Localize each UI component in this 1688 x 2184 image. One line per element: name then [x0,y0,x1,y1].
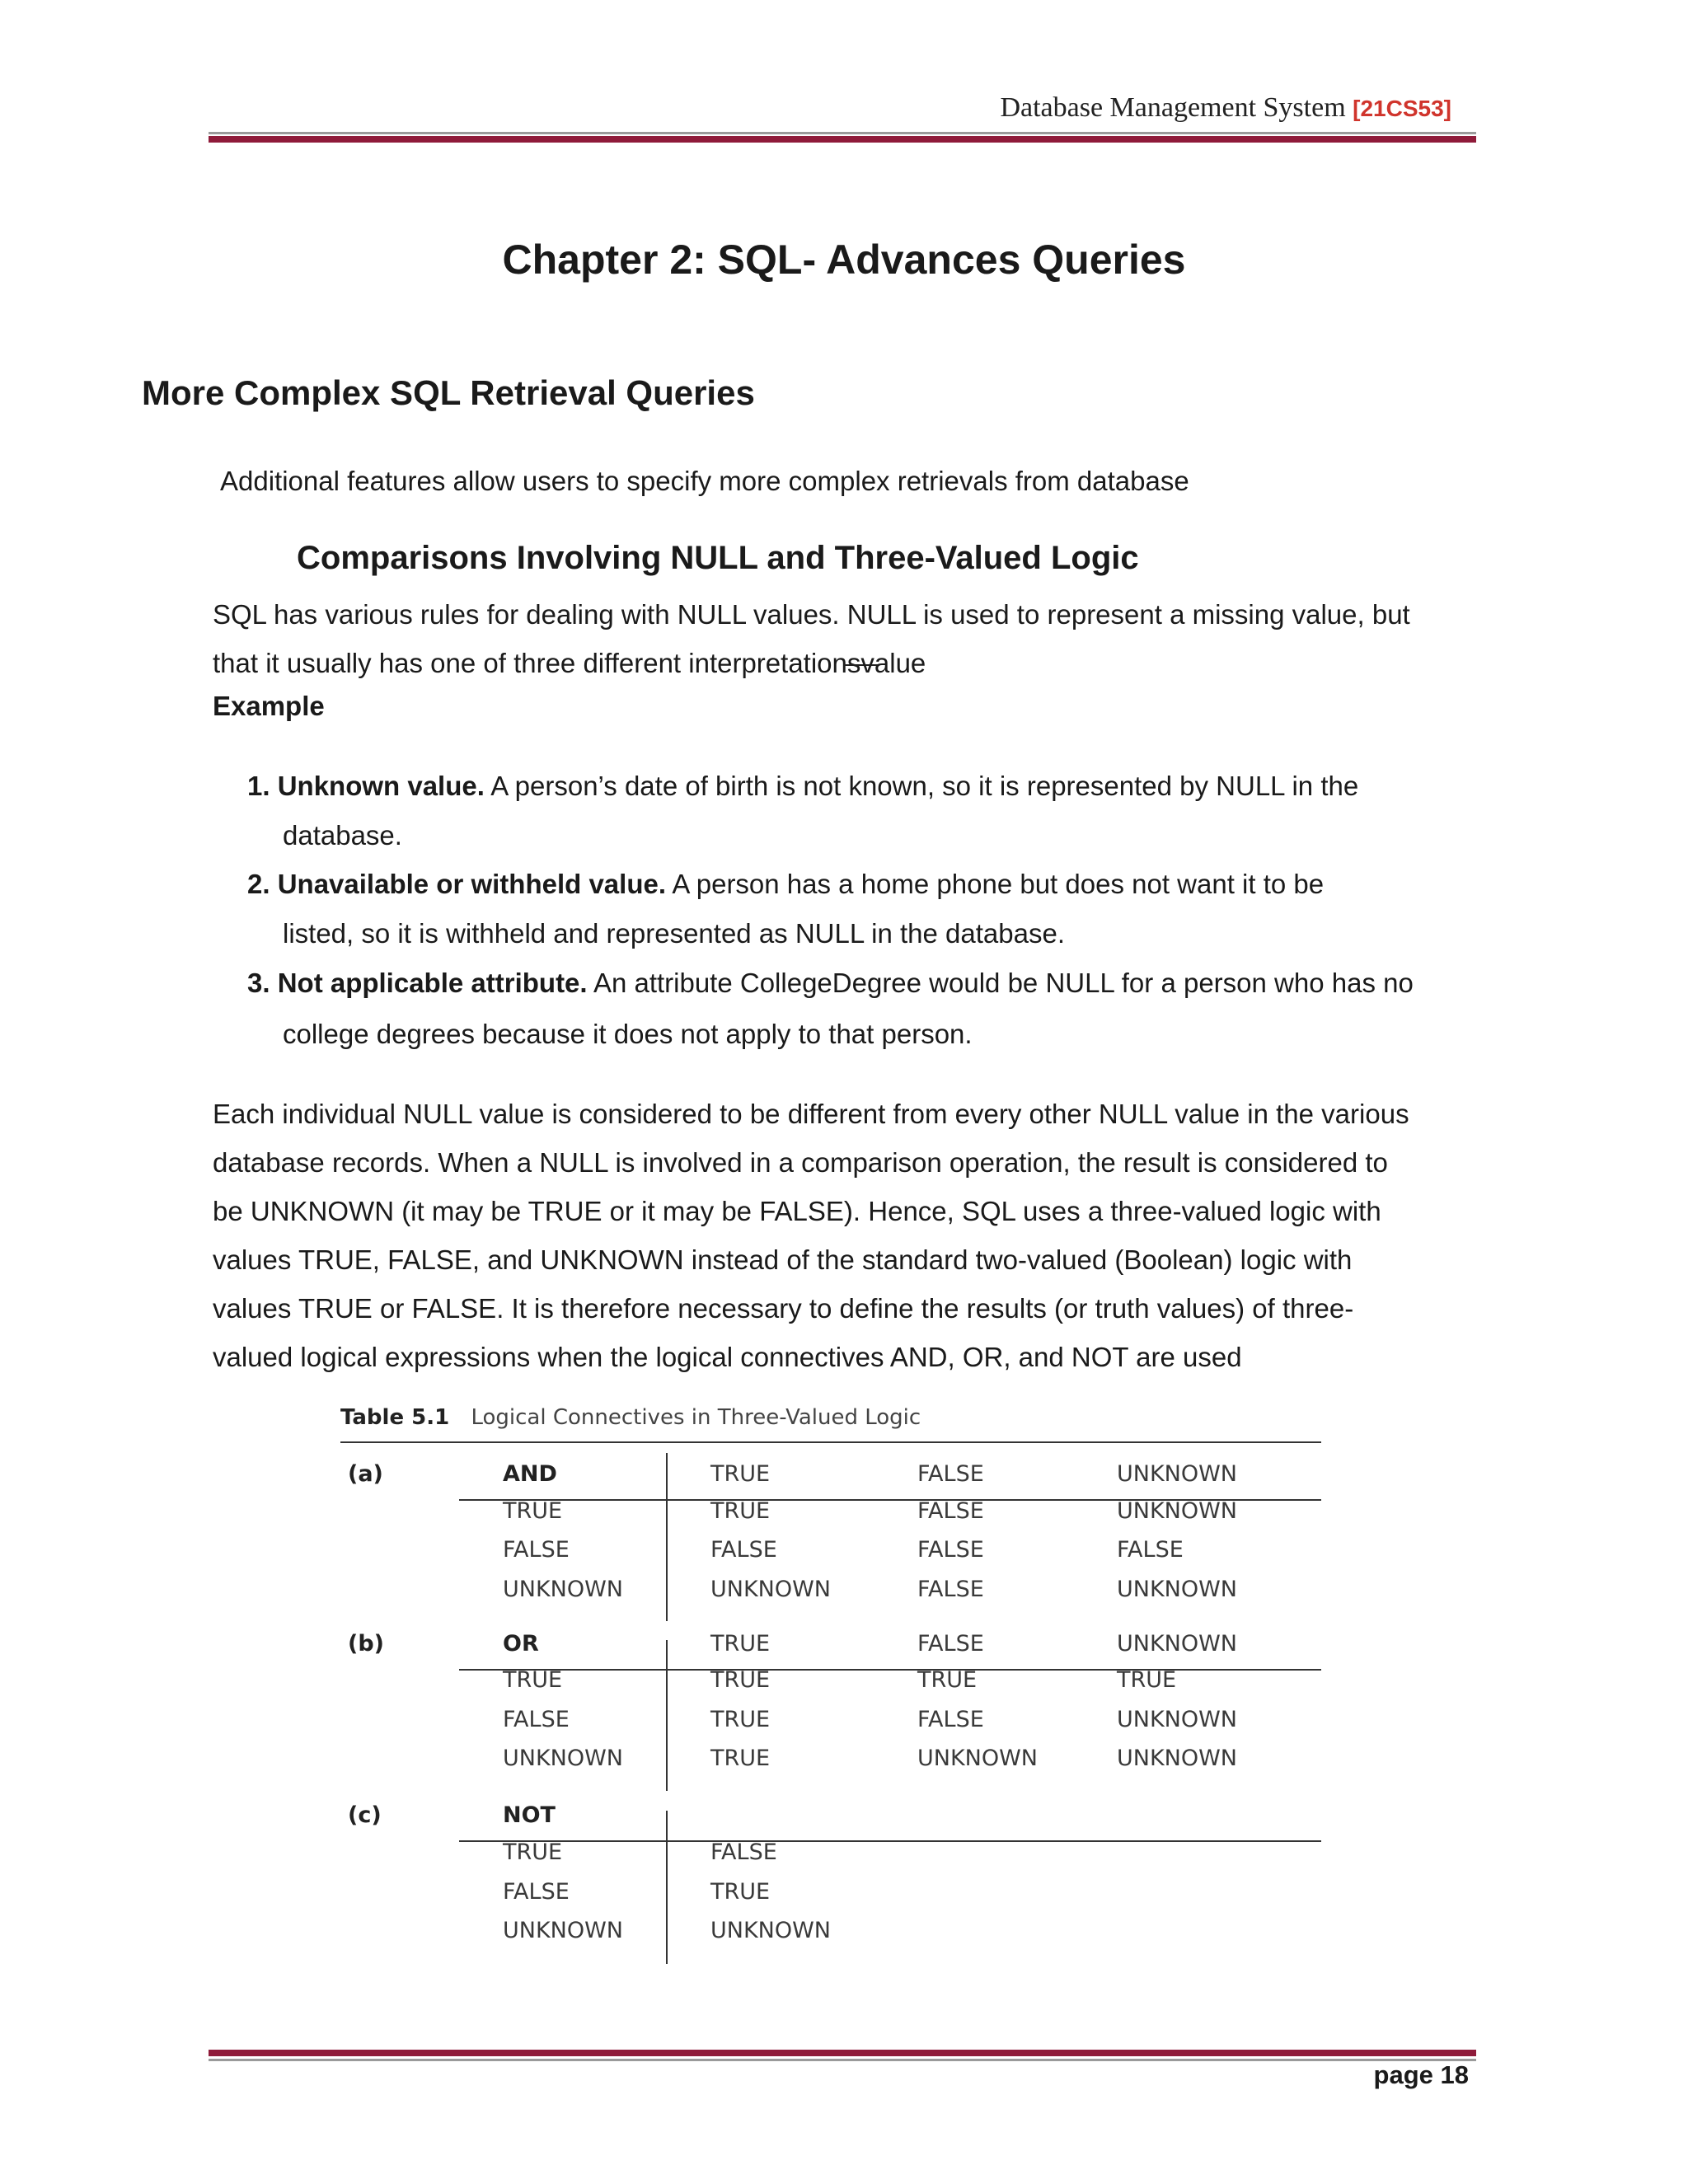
item-lead: Unavailable or withheld value. [277,869,667,899]
table-cell: TRUE [710,1498,771,1524]
table-cell: UNKNOWN [710,1918,832,1943]
paragraph-line: valued logical expressions when the logical connectives AND, OR, and NOT are used [213,1342,1242,1372]
item-text: An attribute CollegeDegree would be NULL for a person who has no [593,968,1414,998]
item-continuation: college degrees because it does not apply to that person. [283,1019,973,1049]
item-text: A person has a home phone but does not want it to be [672,869,1325,899]
table-header-cell: UNKNOWN [1117,1461,1238,1487]
page-number: page 18 [1373,2060,1469,2089]
table-cell: FALSE [503,1537,570,1563]
item-lead: Not applicable attribute. [277,968,588,998]
part-tag: (a) [348,1461,383,1487]
paragraph-line [213,639,1480,687]
table-cell: FALSE [503,1879,570,1905]
table-header-cell: TRUE [710,1461,771,1487]
table-cell: FALSE [503,1707,570,1732]
table-header-cell: TRUE [710,1631,771,1657]
table-cell: FALSE [710,1537,777,1563]
header-rule [459,1840,1321,1842]
table-cell: TRUE [503,1840,563,1865]
table-cell: UNKNOWN [503,1577,624,1602]
course-code: [21CS53] [1353,96,1451,121]
paragraph-null-intro [213,590,1480,687]
part-tag: (c) [348,1802,382,1828]
list-item [247,958,1480,1008]
table-caption [340,1405,921,1430]
paragraph-line: values TRUE, FALSE, and UNKNOWN instead of the standard two-valued (Boolean) logic with [213,1244,1353,1275]
table-header-cell: OR [503,1631,539,1657]
item-number: 3. [247,968,270,998]
part-tag: (b) [348,1631,385,1657]
table-cell: FALSE [917,1577,984,1602]
paragraph-line: database records. When a NULL is involved in a comparison operation, the result is considered to [213,1147,1388,1178]
table-cell: TRUE [710,1879,771,1905]
table-cell: FALSE [1117,1537,1184,1563]
column-divider [666,1640,668,1791]
item-lead: Unknown value. [277,771,485,801]
section-title: More Complex SQL Retrieval Queries [142,373,755,412]
list-item [247,860,1480,909]
table-cell: TRUE [917,1667,978,1693]
paragraph-line: be UNKNOWN (it may be TRUE or it may be FALSE). Hence, SQL uses a three-valued logic with [213,1196,1381,1226]
table-cell: TRUE [710,1746,771,1771]
paragraph-line: Each individual NULL value is considered to be different from every other NULL value in the various [213,1099,1409,1129]
paragraph-line: SQL has various rules for dealing with NULL values. NULL is used to represent a missing value, but [213,599,1410,630]
table-cell: UNKNOWN [710,1577,832,1602]
chapter-title: Chapter 2: SQL- Advances Queries [502,237,1186,283]
table-cell: UNKNOWN [1117,1746,1238,1771]
header-title: Database Management System [1000,92,1346,123]
item-number: 1. [247,771,270,801]
header-rule-thick [209,136,1476,143]
item-continuation: listed, so it is withheld and represented as NULL in the database. [283,918,1066,949]
table-cell: UNKNOWN [1117,1577,1238,1602]
header-rule-thin [209,132,1476,134]
table-header-cell: NOT [503,1802,556,1828]
item-number: 2. [247,869,270,899]
paragraph-three-valued-logic [213,1090,1480,1381]
table-cell: UNKNOWN [1117,1707,1238,1732]
table-cell: FALSE [917,1498,984,1524]
paragraph-text: that it usually has one of three different interpretations [213,648,861,678]
header-rule [459,1669,1321,1671]
table-cell: FALSE [917,1707,984,1732]
table-cell: UNKNOWN [503,1918,624,1943]
table-cell: TRUE [710,1707,771,1732]
table-header-cell: FALSE [917,1461,984,1487]
truth-table-figure [0,1405,1688,1966]
running-header [1000,92,1451,124]
item-continuation: database. [283,820,402,851]
table-cell: FALSE [917,1537,984,1563]
paragraph-text: value [860,648,926,678]
footer-rule-thick [209,2050,1476,2056]
column-divider [666,1453,668,1621]
subsection-title: Comparisons Involving NULL and Three-Valued Logic [297,540,1139,576]
paragraph-line: values TRUE or FALSE. It is therefore necessary to define the results (or truth values) of three- [213,1293,1354,1324]
item-text: A person’s date of birth is not known, so it is represented by NULL in the [490,771,1359,801]
table-cell: TRUE [503,1498,563,1524]
table-cell: TRUE [1117,1667,1177,1693]
table-cell: UNKNOWN [503,1746,624,1771]
example-label: Example [213,691,325,721]
table-caption-text: Logical Connectives in Three-Valued Logic [471,1405,921,1430]
column-divider [666,1811,668,1964]
table-header-cell: AND [503,1461,557,1487]
footer-rule-thin [209,2059,1476,2061]
table-cell: FALSE [710,1840,777,1865]
table-cell: UNKNOWN [917,1746,1039,1771]
table-header-cell: UNKNOWN [1117,1631,1238,1657]
table-header-cell: FALSE [917,1631,984,1657]
intro-text: Additional features allow users to specify more complex retrievals from database [220,466,1189,496]
caption-rule [340,1441,1321,1443]
table-cell: TRUE [710,1667,771,1693]
table-cell: TRUE [503,1667,563,1693]
list-item [247,762,1480,811]
table-cell: UNKNOWN [1117,1498,1238,1524]
table-label: Table 5.1 [340,1405,450,1430]
